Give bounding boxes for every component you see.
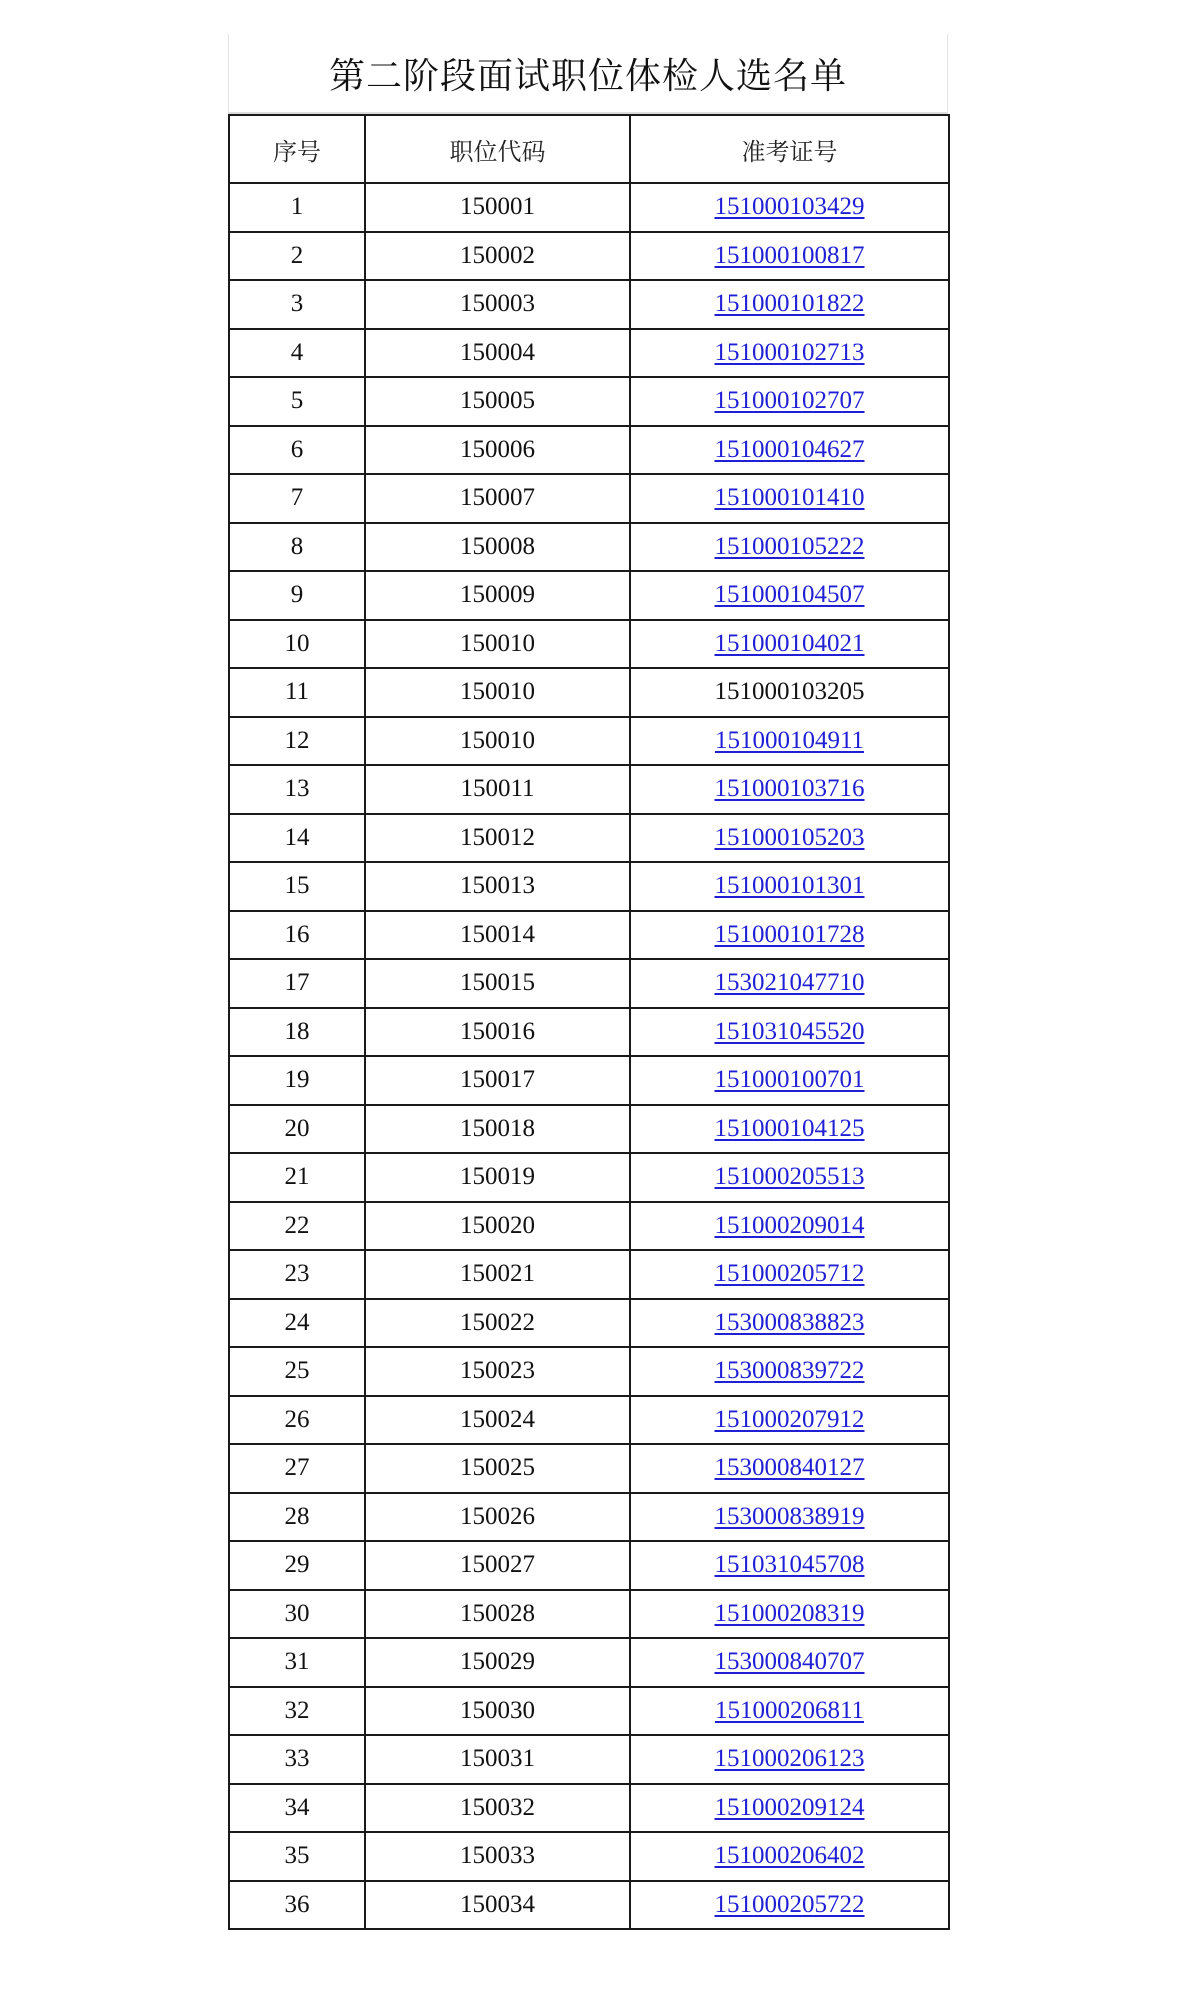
cell-ticket-number — [630, 862, 949, 911]
cell-ticket-number — [630, 1493, 949, 1542]
ticket-number-link[interactable]: 151000101728 — [714, 920, 865, 948]
cell-ticket-number — [630, 523, 949, 572]
ticket-number-text: 151000103205 — [714, 678, 865, 706]
cell-ticket-number — [630, 1008, 949, 1057]
cell-ticket-number — [630, 1735, 949, 1784]
cell-ticket-number — [630, 959, 949, 1008]
ticket-number-link[interactable]: 151000100817 — [714, 241, 865, 269]
cell-seq: 25 — [229, 1347, 365, 1396]
table-row — [229, 862, 949, 911]
cell-ticket-number — [630, 765, 949, 814]
cell-seq: 32 — [229, 1687, 365, 1736]
table-body — [229, 183, 949, 1929]
cell-position-code: 150013 — [365, 862, 630, 911]
cell-seq: 6 — [229, 426, 365, 475]
table-row — [229, 1832, 949, 1881]
cell-ticket-number — [630, 571, 949, 620]
cell-position-code: 150009 — [365, 571, 630, 620]
cell-position-code: 150030 — [365, 1687, 630, 1736]
table-row — [229, 1687, 949, 1736]
cell-position-code: 150007 — [365, 474, 630, 523]
cell-seq: 29 — [229, 1541, 365, 1590]
cell-seq: 33 — [229, 1735, 365, 1784]
ticket-number-link[interactable]: 151000206402 — [714, 1842, 865, 1870]
cell-ticket-number — [630, 1153, 949, 1202]
ticket-number-link[interactable]: 151000102707 — [714, 387, 865, 415]
cell-seq: 13 — [229, 765, 365, 814]
table-row — [229, 523, 949, 572]
candidate-table — [228, 114, 950, 1930]
table-row — [229, 183, 949, 232]
cell-position-code: 150022 — [365, 1299, 630, 1348]
cell-seq: 22 — [229, 1202, 365, 1251]
ticket-number-link[interactable]: 151000102713 — [714, 338, 865, 366]
cell-seq: 12 — [229, 717, 365, 766]
cell-ticket-number — [630, 1687, 949, 1736]
cell-ticket-number — [630, 1784, 949, 1833]
table-row — [229, 1008, 949, 1057]
cell-position-code: 150025 — [365, 1444, 630, 1493]
cell-position-code: 150001 — [365, 183, 630, 232]
ticket-number-link[interactable]: 151000104125 — [714, 1114, 865, 1142]
table-row — [229, 668, 949, 717]
table-row — [229, 426, 949, 475]
cell-seq: 23 — [229, 1250, 365, 1299]
cell-ticket-number — [630, 1881, 949, 1930]
cell-position-code: 150006 — [365, 426, 630, 475]
cell-seq: 3 — [229, 280, 365, 329]
cell-seq: 21 — [229, 1153, 365, 1202]
ticket-number-link[interactable]: 151000104911 — [714, 726, 865, 754]
ticket-number-link[interactable]: 151000105203 — [714, 823, 865, 851]
cell-seq: 5 — [229, 377, 365, 426]
cell-position-code: 150029 — [365, 1638, 630, 1687]
table-row — [229, 1735, 949, 1784]
cell-position-code: 150011 — [365, 765, 630, 814]
cell-ticket-number — [630, 1444, 949, 1493]
header-seq: 序号 — [229, 115, 365, 183]
cell-seq: 36 — [229, 1881, 365, 1930]
cell-position-code: 150034 — [365, 1881, 630, 1930]
cell-seq: 2 — [229, 232, 365, 281]
ticket-number-link[interactable]: 153000840127 — [714, 1454, 865, 1482]
table-row — [229, 1444, 949, 1493]
ticket-number-link[interactable]: 151000104021 — [714, 629, 865, 657]
ticket-number-link[interactable]: 151000101301 — [714, 872, 865, 900]
cell-seq: 10 — [229, 620, 365, 669]
table-row — [229, 1250, 949, 1299]
document-sheet — [228, 34, 948, 1930]
cell-position-code: 150026 — [365, 1493, 630, 1542]
ticket-number-link[interactable]: 151000100701 — [714, 1066, 865, 1094]
cell-position-code: 150015 — [365, 959, 630, 1008]
cell-ticket-number — [630, 814, 949, 863]
ticket-number-link[interactable]: 151000206811 — [714, 1696, 865, 1724]
ticket-number-link[interactable]: 151000104507 — [714, 581, 865, 609]
ticket-number-link[interactable]: 151000101822 — [714, 290, 865, 318]
cell-seq: 20 — [229, 1105, 365, 1154]
cell-seq: 15 — [229, 862, 365, 911]
header-ticket-number: 准考证号 — [630, 115, 949, 183]
cell-seq: 34 — [229, 1784, 365, 1833]
ticket-number-link[interactable]: 151031045708 — [714, 1551, 865, 1579]
table-row — [229, 1590, 949, 1639]
ticket-number-link[interactable]: 153000838919 — [714, 1502, 865, 1530]
cell-position-code: 150005 — [365, 377, 630, 426]
ticket-number-link[interactable]: 151000209014 — [714, 1211, 865, 1239]
cell-ticket-number — [630, 717, 949, 766]
ticket-number-link[interactable]: 153000838823 — [714, 1308, 865, 1336]
table-row — [229, 377, 949, 426]
cell-position-code: 150021 — [365, 1250, 630, 1299]
table-row — [229, 1396, 949, 1445]
table-row — [229, 474, 949, 523]
cell-ticket-number — [630, 232, 949, 281]
table-row — [229, 1493, 949, 1542]
cell-ticket-number — [630, 426, 949, 475]
ticket-number-link[interactable]: 153000839722 — [714, 1357, 865, 1385]
cell-position-code: 150016 — [365, 1008, 630, 1057]
cell-position-code: 150032 — [365, 1784, 630, 1833]
cell-ticket-number — [630, 183, 949, 232]
ticket-number-link[interactable]: 151000207912 — [714, 1405, 865, 1433]
ticket-number-link[interactable]: 151000209124 — [714, 1793, 865, 1821]
cell-ticket-number — [630, 1590, 949, 1639]
cell-position-code: 150014 — [365, 911, 630, 960]
cell-seq: 31 — [229, 1638, 365, 1687]
cell-seq: 26 — [229, 1396, 365, 1445]
table-row — [229, 620, 949, 669]
cell-seq: 28 — [229, 1493, 365, 1542]
ticket-number-link[interactable]: 153021047710 — [714, 969, 865, 997]
cell-ticket-number — [630, 1638, 949, 1687]
table-row — [229, 1541, 949, 1590]
cell-position-code: 150027 — [365, 1541, 630, 1590]
cell-seq: 19 — [229, 1056, 365, 1105]
cell-ticket-number — [630, 1202, 949, 1251]
cell-seq: 9 — [229, 571, 365, 620]
table-row — [229, 1784, 949, 1833]
cell-position-code: 150002 — [365, 232, 630, 281]
cell-seq: 4 — [229, 329, 365, 378]
cell-ticket-number — [630, 377, 949, 426]
cell-position-code: 150033 — [365, 1832, 630, 1881]
cell-seq: 16 — [229, 911, 365, 960]
table-row — [229, 1638, 949, 1687]
table-row — [229, 1105, 949, 1154]
cell-position-code: 150010 — [365, 620, 630, 669]
cell-ticket-number — [630, 1396, 949, 1445]
cell-ticket-number — [630, 1299, 949, 1348]
table-row — [229, 959, 949, 1008]
cell-position-code: 150012 — [365, 814, 630, 863]
table-row — [229, 329, 949, 378]
cell-seq: 8 — [229, 523, 365, 572]
ticket-number-link[interactable]: 151000103429 — [714, 193, 865, 221]
cell-position-code: 150023 — [365, 1347, 630, 1396]
cell-seq: 7 — [229, 474, 365, 523]
cell-position-code: 150003 — [365, 280, 630, 329]
ticket-number-link[interactable]: 151000104627 — [714, 435, 865, 463]
header-position-code: 职位代码 — [365, 115, 630, 183]
cell-position-code: 150020 — [365, 1202, 630, 1251]
table-row — [229, 765, 949, 814]
cell-position-code: 150010 — [365, 668, 630, 717]
cell-ticket-number — [630, 911, 949, 960]
cell-seq: 30 — [229, 1590, 365, 1639]
cell-ticket-number — [630, 620, 949, 669]
table-row — [229, 232, 949, 281]
cell-ticket-number — [630, 1347, 949, 1396]
ticket-number-link[interactable]: 151000206123 — [714, 1745, 865, 1773]
cell-seq: 14 — [229, 814, 365, 863]
table-row — [229, 814, 949, 863]
cell-ticket-number — [630, 1250, 949, 1299]
cell-seq: 35 — [229, 1832, 365, 1881]
ticket-number-link[interactable]: 151031045520 — [714, 1017, 865, 1045]
cell-ticket-number — [630, 1832, 949, 1881]
page-title: 第二阶段面试职位体检人选名单 — [328, 55, 847, 97]
cell-position-code: 150004 — [365, 329, 630, 378]
table-row — [229, 571, 949, 620]
table-row — [229, 1056, 949, 1105]
cell-position-code: 150008 — [365, 523, 630, 572]
cell-position-code: 150019 — [365, 1153, 630, 1202]
table-row — [229, 1347, 949, 1396]
table-row — [229, 911, 949, 960]
cell-ticket-number — [630, 1056, 949, 1105]
cell-ticket-number — [630, 1541, 949, 1590]
cell-ticket-number — [630, 280, 949, 329]
table-row — [229, 717, 949, 766]
cell-seq: 11 — [229, 668, 365, 717]
cell-seq: 17 — [229, 959, 365, 1008]
table-row — [229, 1299, 949, 1348]
table-row — [229, 1153, 949, 1202]
ticket-number-link[interactable]: 151000103716 — [714, 775, 865, 803]
cell-position-code: 150017 — [365, 1056, 630, 1105]
cell-position-code: 150010 — [365, 717, 630, 766]
title-row — [228, 34, 948, 114]
ticket-number-link[interactable]: 151000208319 — [714, 1599, 865, 1627]
ticket-number-link[interactable]: 153000840707 — [714, 1648, 865, 1676]
table-row — [229, 280, 949, 329]
cell-ticket-number — [630, 329, 949, 378]
ticket-number-link[interactable]: 151000101410 — [714, 484, 865, 512]
ticket-number-link[interactable]: 151000205513 — [714, 1163, 865, 1191]
table-row — [229, 1881, 949, 1930]
cell-position-code: 150031 — [365, 1735, 630, 1784]
cell-ticket-number — [630, 1105, 949, 1154]
ticket-number-link[interactable]: 151000105222 — [714, 532, 865, 560]
cell-seq: 24 — [229, 1299, 365, 1348]
ticket-number-link[interactable]: 151000205712 — [714, 1260, 865, 1288]
cell-position-code: 150028 — [365, 1590, 630, 1639]
ticket-number-link[interactable]: 151000205722 — [714, 1890, 865, 1918]
cell-seq: 27 — [229, 1444, 365, 1493]
cell-seq: 18 — [229, 1008, 365, 1057]
cell-position-code: 150018 — [365, 1105, 630, 1154]
header-row — [229, 115, 949, 183]
cell-ticket-number — [630, 668, 949, 717]
table-row — [229, 1202, 949, 1251]
cell-ticket-number — [630, 474, 949, 523]
cell-position-code: 150024 — [365, 1396, 630, 1445]
cell-seq: 1 — [229, 183, 365, 232]
